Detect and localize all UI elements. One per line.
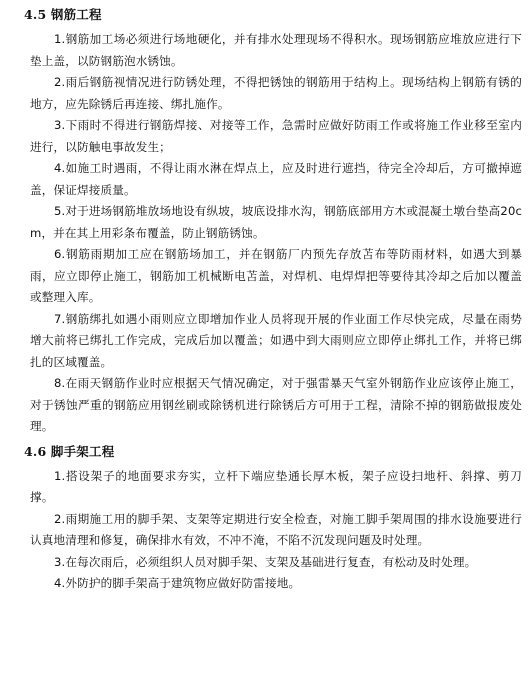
section-rebar bbox=[24, 6, 522, 438]
paragraph: 4.如施工时遇雨，不得让雨水淋在焊点上，应及时进行遮挡，待完全冷却后，方可撤掉遮盖，保证焊接质量。 bbox=[30, 161, 522, 197]
paragraph: 3.下雨时不得进行钢筋焊接、对接等工作，急需时应做好防雨工作或将施工作业移至室内进行，以防触电事故发生； bbox=[30, 118, 522, 154]
section-heading: 4.6 脚手架工程 bbox=[24, 443, 115, 459]
paragraph: 5.对于进场钢筋堆放场地设有纵坡，坡底设排水沟，钢筋底部用方木或混凝土墩台垫高20cm，并在其上用彩条布覆盖，防止钢筋锈蚀。 bbox=[30, 204, 522, 240]
section-scaffolding bbox=[24, 443, 522, 595]
section-heading: 4.5 钢筋工程 bbox=[24, 7, 102, 22]
paragraph: 8.在雨天钢筋作业时应根据天气情况确定，对于强雷暴天气室外钢筋作业应该停止施工，对于锈蚀严重的钢筋应用钢丝刷或除锈机进行除锈后方可用于工程，清除不掉的钢筋做报废处理。 bbox=[30, 376, 522, 433]
paragraph: 2.雨期施工用的脚手架、支架等定期进行安全检查，对施工脚手架周围的排水设施要进行认真地清理和修复，确保排水有效，不冲不淹，不陷不沉发现问题及时处理。 bbox=[30, 511, 522, 547]
paragraph: 4.外防护的脚手架高于建筑物应做好防雷接地。 bbox=[54, 576, 301, 590]
paragraph: 1.搭设架子的地面要求夯实，立杆下端应垫通长厚木板，架子应设扫地杆、斜撑、剪刀撑。 bbox=[30, 468, 522, 504]
paragraph: 2.雨后钢筋视情况进行防锈处理，不得把锈蚀的钢筋用于结构上。现场结构上钢筋有锈的地方，应先除锈后再连接、绑扎施作。 bbox=[30, 75, 522, 111]
paragraph: 6.钢筋雨期加工应在钢筋场加工，并在钢筋厂内预先存放苫布等防雨材料，如遇大到暴雨，应立即停止施工，钢筋加工机械断电苫盖，对焊机、电焊焊把等要待其冷却之后加以覆盖或整理入库。 bbox=[30, 247, 522, 304]
paragraph: 1.钢筋加工场必须进行场地硬化，并有排水处理现场不得积水。现场钢筋应堆放应进行下垫上盖，以防钢筋泡水锈蚀。 bbox=[30, 32, 522, 68]
paragraph: 7.钢筋绑扎如遇小雨则应立即增加作业人员将现开展的作业面工作尽快完成，尽量在雨势增大前将已绑扎工作完成，完成后加以覆盖；如遇中到大雨则应立即停止绑扎工作，并将已绑扎的区域覆盖。 bbox=[30, 311, 522, 369]
paragraph: 3.在每次雨后，必须组织人员对脚手架、支架及基础进行复查，有松动及时处理。 bbox=[54, 554, 477, 569]
